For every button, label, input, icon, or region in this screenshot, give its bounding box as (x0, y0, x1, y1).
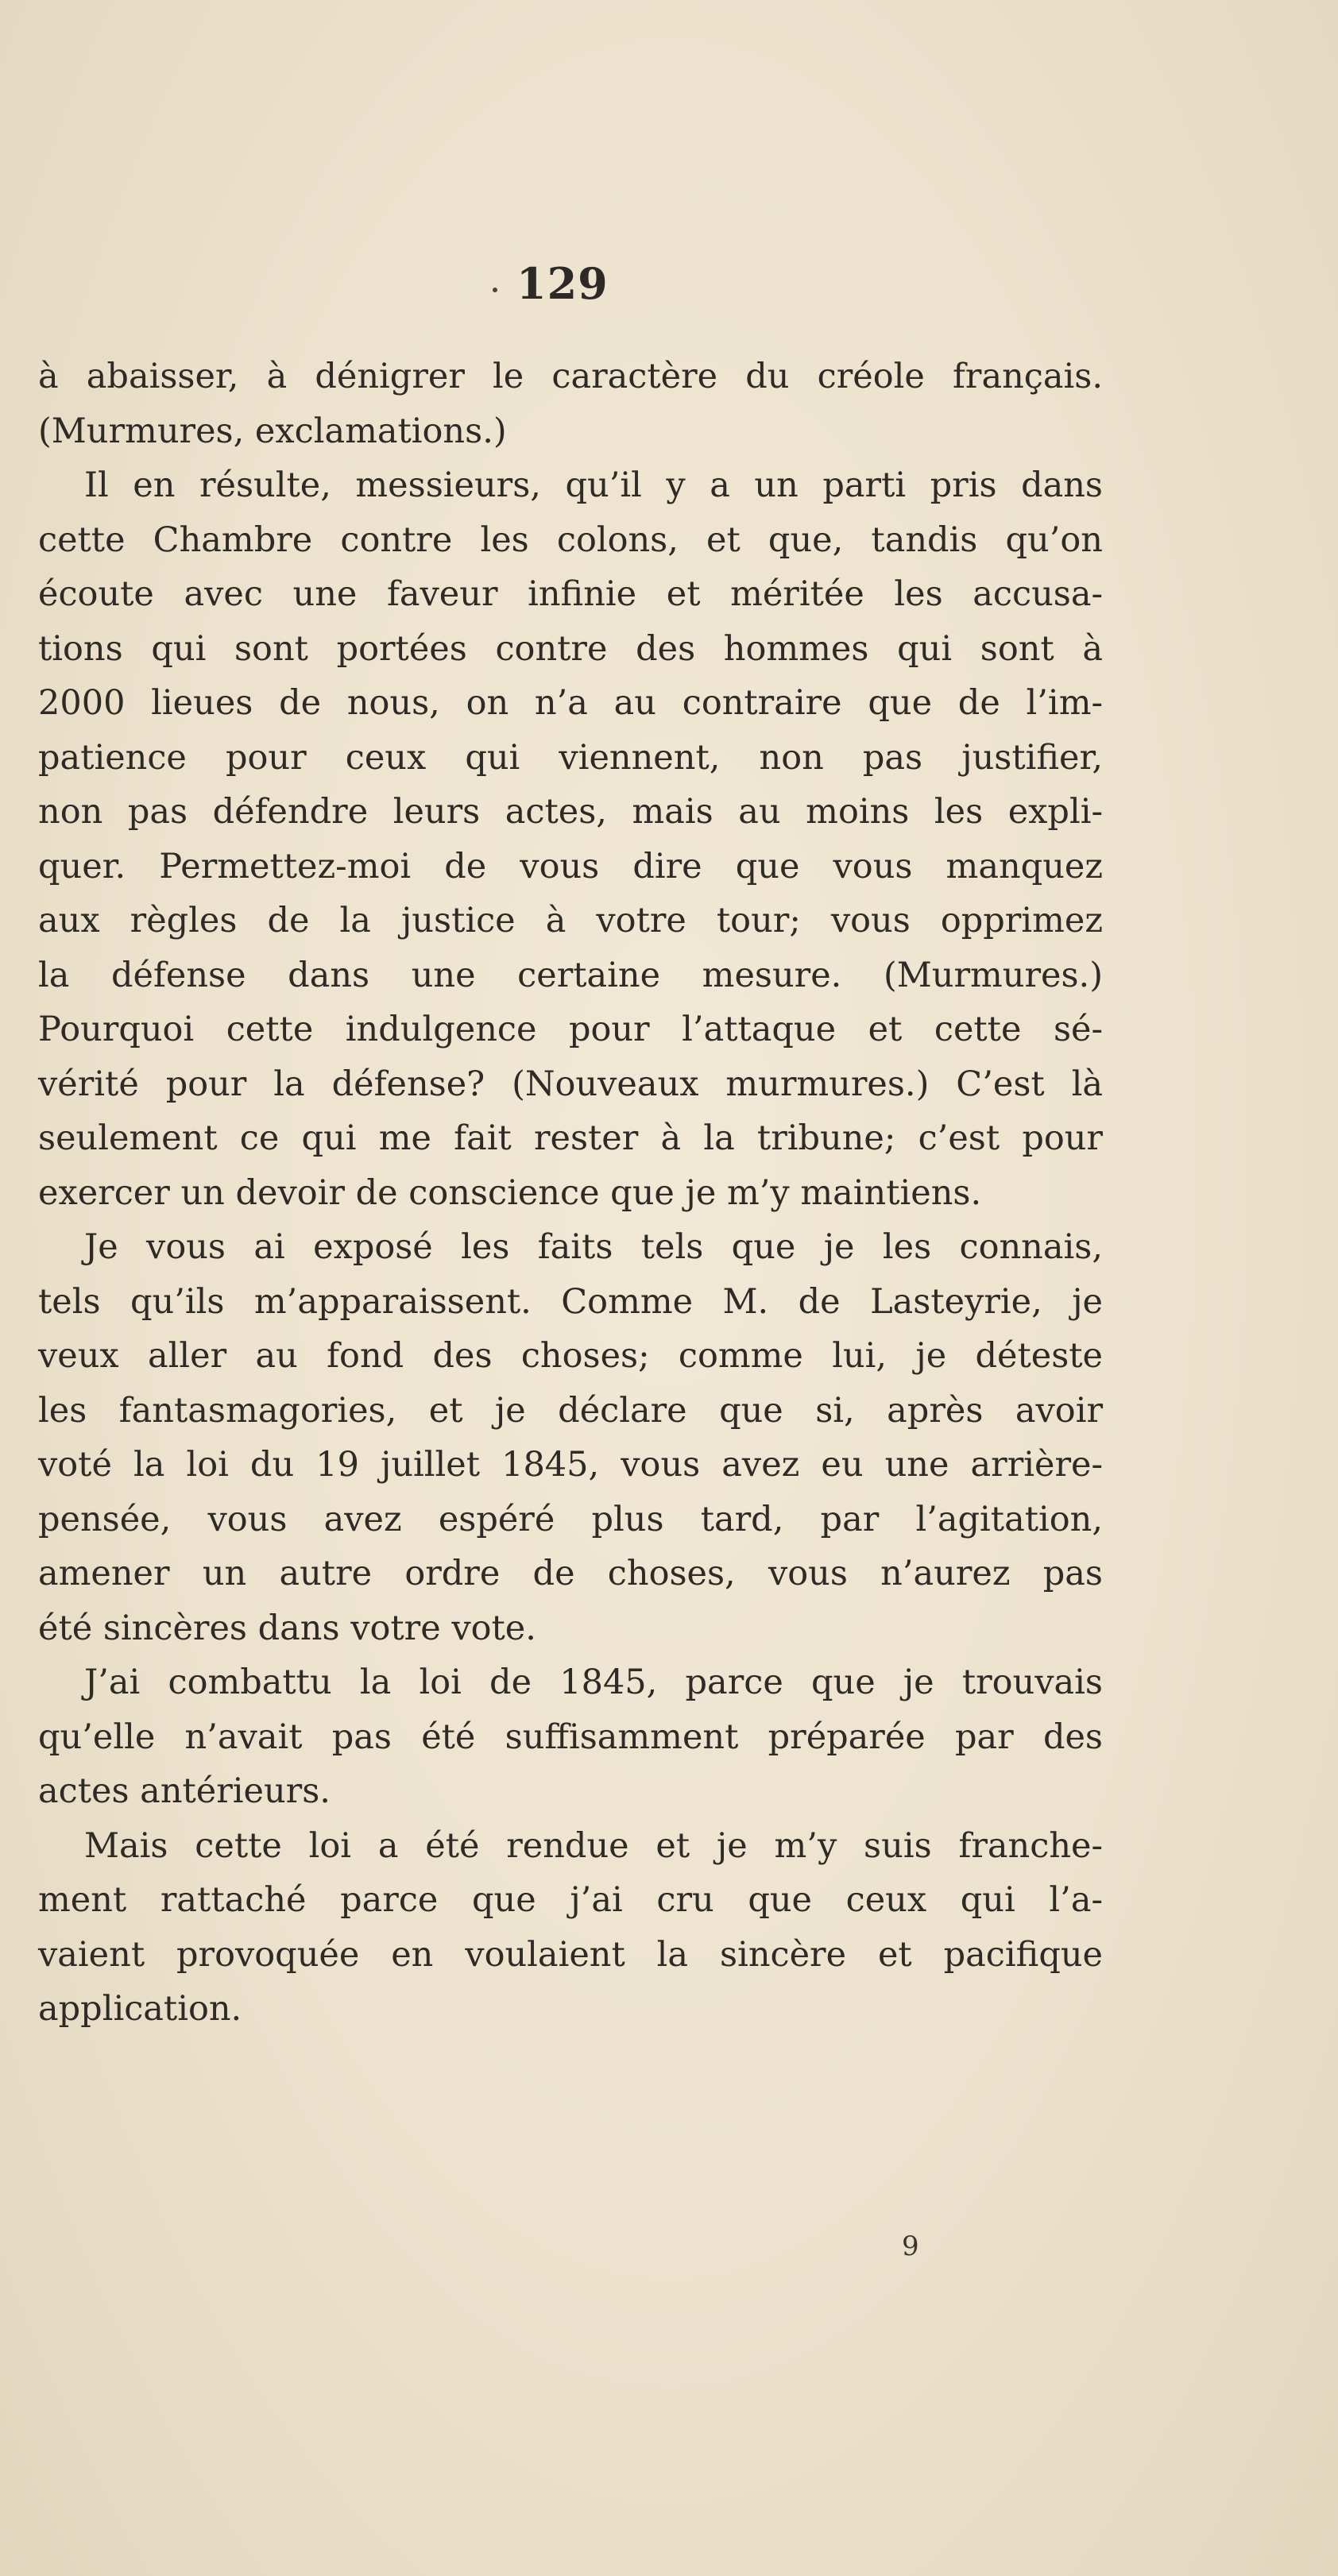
text-line: la défense dans une certaine mesure. (Murmures.) (38, 955, 1103, 995)
text-line: Pourquoi cette indulgence pour l’attaque et cette sé- (38, 1010, 1103, 1049)
text-line: 2000 lieues de nous, on n’a au contraire que de l’im- (38, 683, 1103, 723)
text-line: qu’elle n’avait pas été suffisamment préparée par des (38, 1717, 1103, 1757)
text-line: tels qu’ils m’apparaissent. Comme M. de Lasteyrie, je (38, 1281, 1103, 1322)
text-line: tions qui sont portées contre des hommes qui sont à (38, 628, 1103, 669)
text-line: ment rattaché parce que j’ai cru que ceux qui l’a- (38, 1880, 1103, 1920)
text-line: quer. Permettez-moi de vous dire que vous manquez (38, 846, 1103, 886)
text-line: seulement ce qui me fait rester à la tribune; c’est pour (38, 1118, 1103, 1158)
text-line: à abaisser, à dénigrer le caractère du créole français. (38, 357, 1103, 396)
text-line: non pas défendre leurs actes, mais au moins les expli- (38, 792, 1103, 832)
text-line: aux règles de la justice à votre tour; vous opprimez (38, 901, 1103, 940)
page-number: 129 (516, 258, 609, 309)
text-line: J’ai combattu la loi de 1845, parce que je trouvais (84, 1663, 1103, 1702)
text-line: Mais cette loi a été rendue et je m’y suis franche- (84, 1825, 1103, 1866)
text-line: Je vous ai exposé les faits tels que je les connais, (84, 1227, 1103, 1267)
page-dot-mark (493, 288, 497, 292)
text-line: les fantasmagories, et je déclare que si, après avoir (38, 1390, 1103, 1431)
text-line: actes antérieurs. (38, 1771, 331, 1811)
text-line: cette Chambre contre les colons, et que, tandis qu’on (38, 519, 1103, 560)
text-line: été sincères dans votre vote. (38, 1608, 536, 1648)
text-line: pensée, vous avez espéré plus tard, par l’agitation, (38, 1499, 1103, 1539)
text-line: application. (38, 1989, 242, 2029)
text-line: patience pour ceux qui viennent, non pas justifier, (38, 737, 1103, 778)
body-text (38, 350, 1103, 2037)
text-line: Il en résulte, messieurs, qu’il y a un parti pris dans (84, 465, 1103, 505)
text-line: amener un autre ordre de choses, vous n’aurez pas (38, 1554, 1103, 1593)
text-line: écoute avec une faveur infinie et méritée les accusa- (38, 574, 1103, 614)
text-line: vaient provoquée en voulaient la sincère et pacifique (38, 1934, 1103, 1975)
text-line: vérité pour la défense? (Nouveaux murmures.) C’est là (38, 1064, 1103, 1104)
signature-mark: 9 (902, 2230, 919, 2262)
text-line: (Murmures, exclamations.) (38, 411, 507, 451)
text-line: veux aller au fond des choses; comme lui, je déteste (38, 1336, 1103, 1376)
text-line: exercer un devoir de conscience que je m’y maintiens. (38, 1172, 982, 1213)
text-line: voté la loi du 19 juillet 1845, vous avez eu une arrière- (38, 1445, 1103, 1485)
